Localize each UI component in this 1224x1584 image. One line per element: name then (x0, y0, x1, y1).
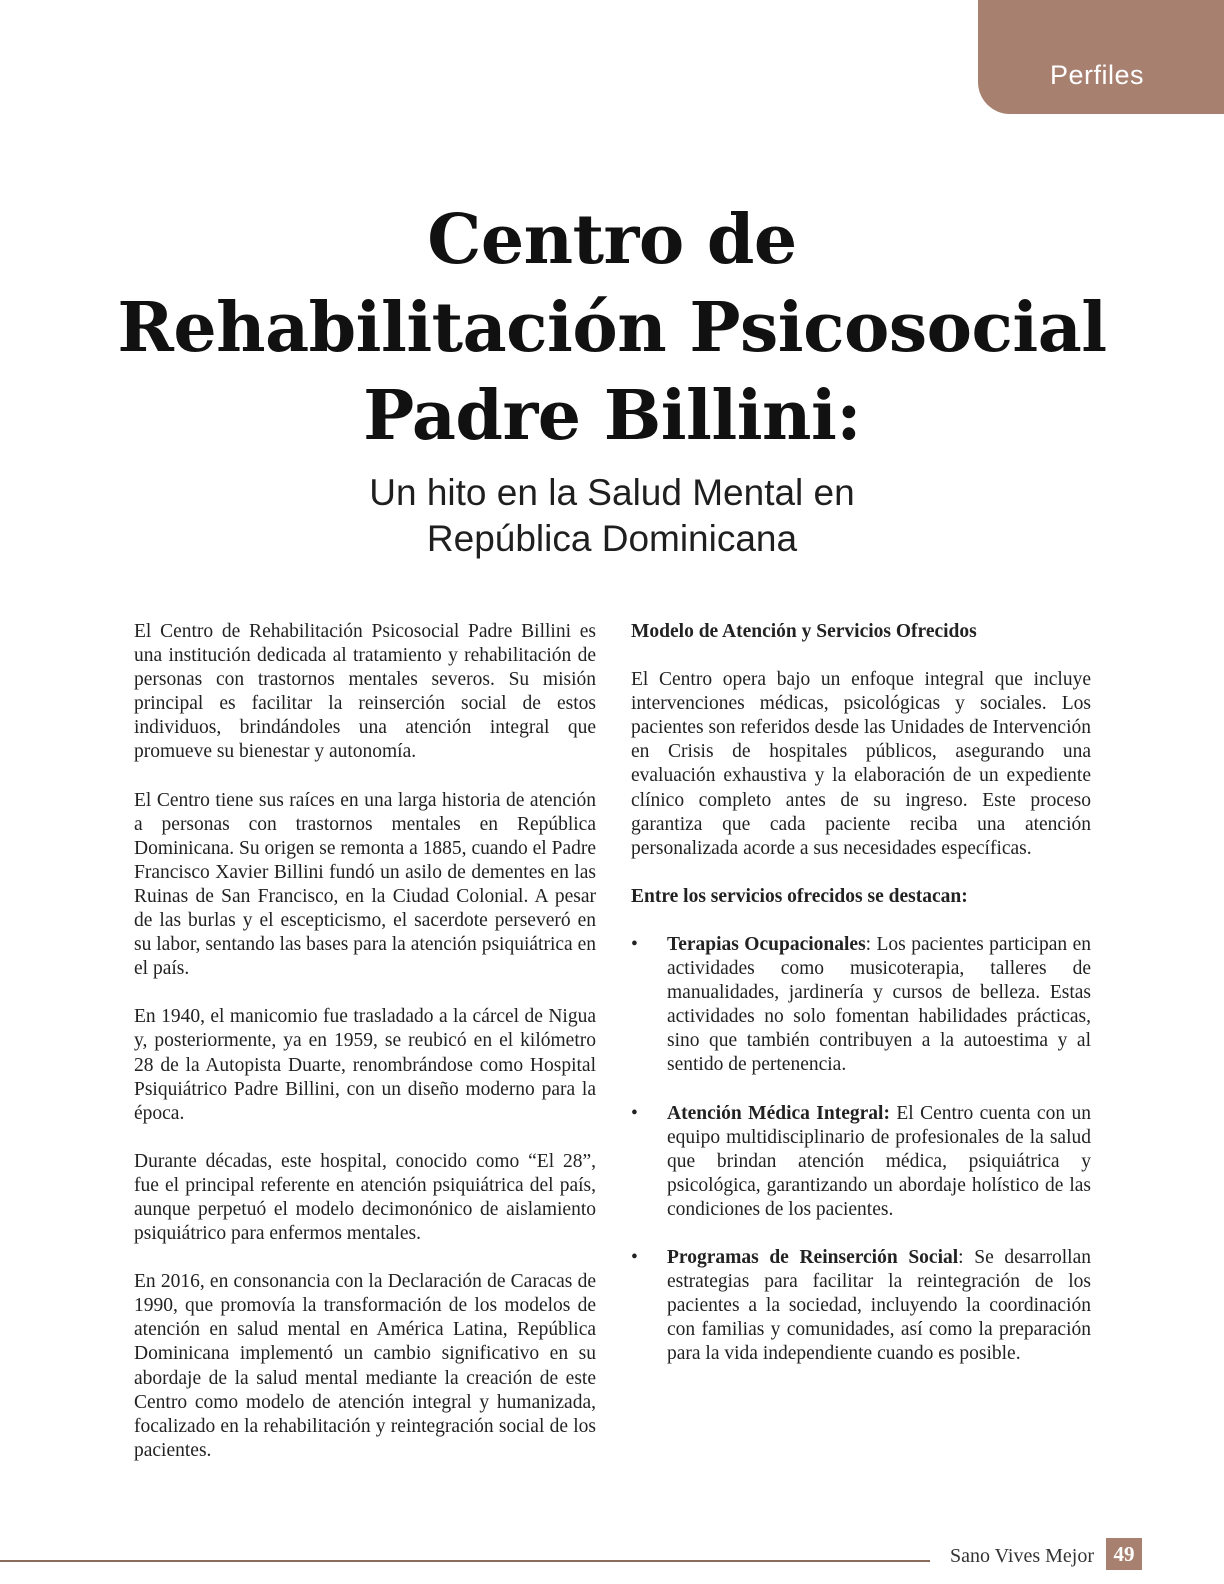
paragraph: En 1940, el manicomio fue trasladado a la cárcel de Nigua y, posteriormente, ya en 1959, se reubicó en el kilómetro 28 de la Autopista Duarte, renombrándose como Hospital Psiquiátrico Padre Billini, con un diseño moderno para la época. (134, 1006, 596, 1124)
paragraph: En 2016, en consonancia con la Declaración de Caracas de 1990, que promovía la transformación de los modelos de atención en salud mental en América Latina, República Dominicana implementó un cambio significativo en su abordaje de la salud mental mediante la creación de este Centro como modelo de atención integral y humanizada, focalizado en la rehabilitación y reintegración social de los pacientes. (134, 1271, 596, 1461)
title-line: Padre Billini: (363, 376, 861, 456)
footer-divider (0, 1560, 930, 1562)
paragraph: Durante décadas, este hospital, conocido como “El 28”, fue el principal referente en atención psiquiátrica del país, aunque perpetuó el modelo decimonónico de aislamiento psiquiátrico para enfermos mentales. (134, 1150, 596, 1245)
list-item (631, 1102, 1091, 1222)
section-tab (978, 0, 1224, 114)
page-title (0, 196, 1224, 460)
service-title: Programas de Reinserción Social (667, 1246, 959, 1268)
service-title: Terapias Ocupacionales (667, 933, 866, 955)
section-label: Perfiles (1050, 60, 1145, 90)
list-item (631, 1246, 1091, 1366)
service-text: : Se desarrollan estrategias para facilitar la reintegración de los pacientes a la sociedad, incluyendo la coordinación con familias y comunidades, así como la preparación para la vida independiente cuando es posible. (667, 1246, 1091, 1365)
list-item (631, 933, 1091, 1078)
title-line: Centro de (427, 200, 797, 280)
title-line: Rehabilitación Psicosocial (117, 288, 1107, 368)
subtitle-line: República Dominicana (426, 518, 798, 559)
paragraph: El Centro opera bajo un enfoque integral que incluye intervenciones médicas, psicológicas y sociales. Los pacientes son referidos desde las Unidades de Intervención en Crisis de hospitales públicos, asegurando una evaluación exhaustiva y la elaboración de un expediente clínico completo antes de su ingreso. Este proceso garantiza que cada paciente reciba una atención personalizada acorde a sus necesidades específicas. (631, 669, 1091, 859)
bullet-icon: • (631, 933, 638, 955)
left-column (134, 620, 596, 1487)
page-number: 49 (1106, 1538, 1142, 1570)
footer-publication: Sano Vives Mejor (950, 1545, 1094, 1567)
page-subtitle (0, 470, 1224, 562)
right-column (631, 620, 1091, 1390)
service-title: Atención Médica Integral: (667, 1102, 890, 1124)
bullet-icon: • (631, 1102, 638, 1124)
paragraph: El Centro tiene sus raíces en una larga historia de atención a personas con trastornos mentales en República Dominicana. Su origen se remonta a 1885, cuando el Padre Francisco Xavier Billini fundó un asilo de dementes en las Ruinas de San Francisco, en la Ciudad Colonial. A pesar de las burlas y el escepticismo, el sacerdote perseveró en su labor, sentando las bases para la atención psiquiátrica en el país. (134, 789, 596, 980)
services-list (631, 933, 1091, 1367)
services-heading: Entre los servicios ofrecidos se destacan: (631, 885, 968, 907)
subtitle-line: Un hito en la Salud Mental en (369, 472, 855, 513)
service-text: : Los pacientes participan en actividades como musicoterapia, talleres de manualidades, jardinería y cursos de belleza. Estas actividades no solo fomentan habilidades prácticas, sino que también contribuyen a la autoestima y al sentido de pertenencia. (667, 933, 1091, 1076)
service-text: El Centro cuenta con un equipo multidisciplinario de profesionales de la salud que brindan atención médica, psiquiátrica y psicológica, garantizando un abordaje holístico de las condiciones de los pacientes. (667, 1102, 1091, 1220)
bullet-icon: • (631, 1246, 638, 1268)
section-heading: Modelo de Atención y Servicios Ofrecidos (631, 621, 977, 642)
paragraph: El Centro de Rehabilitación Psicosocial Padre Billini es una institución dedicada al tratamiento y rehabilitación de personas con trastornos mentales severos. Su misión principal es facilitar la reinserción social de estos individuos, brindándoles una atención integral que promueve su bienestar y autonomía. (134, 621, 596, 763)
